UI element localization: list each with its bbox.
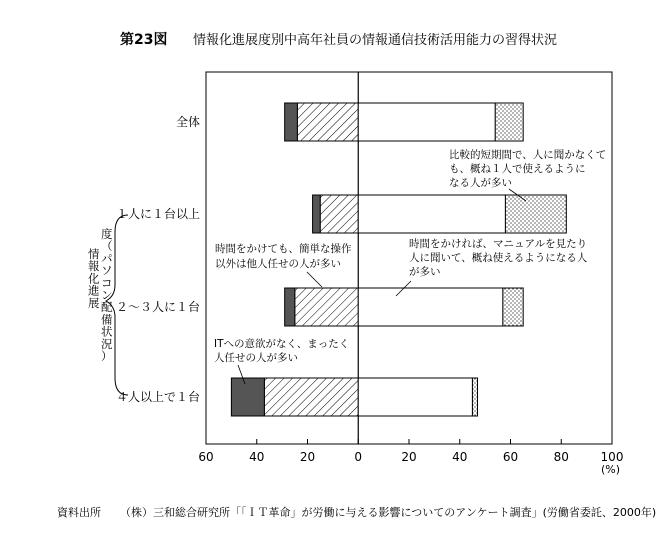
x-tick-label: 100 (600, 450, 624, 464)
bar-segment (495, 103, 523, 141)
x-tick-label: 0 (354, 450, 363, 464)
category-label: １人に１台以上 (115, 207, 200, 221)
y-axis-label (88, 227, 113, 363)
category-label: ４人以上で１台 (115, 390, 200, 404)
annotation-short-period (449, 148, 606, 201)
bar-segment (505, 195, 566, 233)
bar-segment (503, 288, 523, 326)
annotation-manual (396, 237, 588, 296)
annotation-line: も、概ね１人で使えるように (449, 163, 586, 175)
annotation-line: 人に聞いて、概ね使えるようになる人 (409, 252, 588, 264)
annotation-line: 人任せの人が多い (214, 352, 298, 364)
annotation-arrow (307, 272, 322, 287)
annotation-line: ITへの意欲がなく、まったく (214, 338, 350, 350)
bar-segment (285, 288, 295, 326)
bar-segment (358, 288, 503, 326)
bar-segment (295, 288, 358, 326)
x-tick-label: 60 (502, 450, 519, 464)
annotation-line: なる人が多い (449, 177, 512, 189)
category-label: ２～３人に１台 (115, 300, 200, 314)
bar-segment (313, 195, 321, 233)
annotation-line: が多い (409, 266, 441, 278)
bar-segment (297, 103, 358, 141)
annotation-simple-ops (215, 242, 352, 287)
category-label: 全体 (175, 115, 200, 129)
annotation-line: 比較的短期間で、人に聞かなくて (449, 149, 607, 161)
source-text: （株）三和総合研究所「「ＩＴ革命」が労働に与える影響についてのアンケート調査」(労働省委託、2000年) (120, 506, 657, 519)
bar-segment (358, 378, 472, 416)
bar-segment (358, 103, 495, 141)
annotation-line: 以外は他人任せの人が多い (215, 258, 341, 270)
x-tick-label: 40 (249, 450, 265, 464)
bar-segment (285, 103, 298, 141)
x-tick-label: 40 (452, 450, 468, 464)
annotation-line: 時間をかけても、簡単な操作 (215, 243, 352, 255)
bar-segment (231, 378, 264, 416)
annotation-no-motivation (214, 337, 349, 384)
x-tick-label: 60 (198, 450, 214, 464)
y-axis-label-text: 情報化進展度（パソコン配備状況） (88, 227, 113, 363)
figure-title: 情報化進展度別中高年社員の情報通信技術活用能力の習得状況 (193, 33, 558, 48)
bar-segment (472, 378, 477, 416)
bar-segment (264, 378, 358, 416)
bar-segment (358, 195, 505, 233)
source-label: 資料出所 (57, 506, 101, 519)
x-unit: (%) (601, 463, 621, 476)
figure-number: 第23図 (120, 32, 168, 48)
x-tick-label: 80 (553, 450, 569, 464)
x-tick-label: 20 (299, 450, 316, 464)
x-tick-label: 20 (401, 450, 417, 464)
bar-segment (320, 195, 358, 233)
category-labels (116, 114, 200, 404)
x-ticks (198, 439, 623, 464)
annotation-line: 時間をかければ、マニュアルを見たり (409, 238, 588, 250)
